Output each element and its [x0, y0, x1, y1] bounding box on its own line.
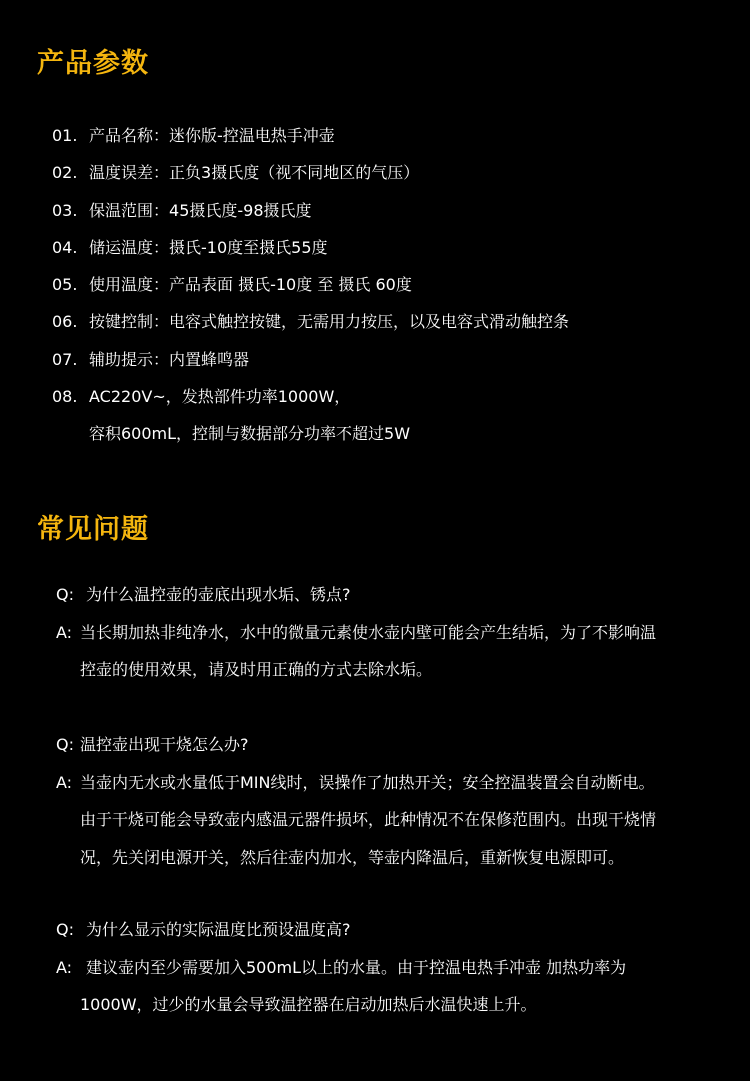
spec-item — [52, 273, 732, 310]
faq-answer-line: 由于干烧可能会导致壶内感温元器件损坏，此种情况不在保修范围内。出现干烧情 — [80, 810, 657, 829]
answer-prefix: A: — [56, 772, 73, 792]
faq-question — [56, 733, 726, 771]
answer-text: 当壶内无水或水量低于MIN线时，误操作了加热开关；安全控温装置会自动断电。 — [80, 772, 655, 792]
faq-item — [56, 918, 726, 1031]
answer-prefix: A: — [56, 957, 73, 977]
answer-prefix: A: — [56, 622, 73, 642]
faq-question — [56, 918, 726, 956]
spec-value: 产品表面 摄氏-10度 至 摄氏 60度 — [169, 275, 412, 295]
spec-value: 电容式触控按键，无需用力按压，以及电容式滑动触控条 — [169, 312, 570, 332]
spec-label: 产品名称： — [89, 126, 170, 145]
faq-answer-line — [56, 621, 726, 659]
spec-list — [52, 124, 732, 460]
spec-item — [52, 161, 732, 198]
spec-item — [52, 310, 732, 347]
spec-value: 迷你版-控温电热手冲壶 — [169, 126, 335, 145]
spec-number: 05. — [52, 275, 78, 295]
spec-number: 07. — [52, 349, 78, 369]
spec-label: 辅助提示： — [89, 349, 170, 369]
spec-number: 03. — [52, 200, 78, 220]
spec-number: 01. — [52, 126, 78, 145]
faq-answer-line — [56, 956, 726, 994]
spec-value: 45摄氏度-98摄氏度 — [169, 200, 312, 220]
spec-number: 02. — [52, 163, 78, 183]
spec-item — [52, 348, 732, 385]
question-text: 为什么显示的实际温度比预设温度高? — [86, 920, 351, 939]
specs-section-title: 产品参数 — [37, 48, 149, 79]
spec-label: 储运温度： — [89, 237, 170, 257]
spec-value: 正负3摄氏度（视不同地区的气压） — [169, 163, 420, 183]
faq-item — [56, 583, 726, 696]
spec-value: 发热部件功率1000W， — [181, 387, 351, 407]
question-prefix: Q: — [56, 735, 74, 754]
faq-question — [56, 583, 726, 621]
faq-answer-line: 1000W，过少的水量会导致温控器在启动加热后水温快速上升。 — [80, 995, 537, 1014]
faq-answer-line — [56, 771, 726, 809]
spec-item — [52, 199, 732, 236]
spec-value: 摄氏-10度至摄氏55度 — [169, 237, 328, 257]
question-prefix: Q: — [56, 920, 74, 939]
spec-label: AC220V~， — [89, 387, 182, 407]
spec-item-continuation: 容积600mL，控制与数据部分功率不超过5W — [89, 424, 411, 444]
spec-number: 08. — [52, 387, 78, 407]
spec-value: 内置蜂鸣器 — [169, 349, 250, 369]
answer-text: 建议壶内至少需要加入500mL以上的水量。由于控温电热手冲壶 加热功率为 — [86, 957, 627, 977]
spec-item — [52, 385, 732, 422]
faq-section-title: 常见问题 — [37, 514, 149, 545]
spec-item — [52, 124, 732, 161]
spec-number: 06. — [52, 312, 78, 332]
question-text: 温控壶出现干烧怎么办? — [80, 735, 249, 754]
faq-answer-line: 控壶的使用效果，请及时用正确的方式去除水垢。 — [80, 660, 433, 679]
spec-label: 使用温度： — [89, 275, 170, 295]
spec-label: 按键控制： — [89, 312, 170, 332]
question-text: 为什么温控壶的壶底出现水垢、锈点? — [86, 585, 351, 604]
faq-answer-line: 况，先关闭电源开关，然后往壶内加水，等壶内降温后，重新恢复电源即可。 — [80, 847, 625, 867]
question-prefix: Q: — [56, 585, 74, 604]
spec-item — [52, 236, 732, 273]
faq-item — [56, 733, 726, 883]
answer-text: 当长期加热非纯净水，水中的微量元素使水壶内壁可能会产生结垢，为了不影响温 — [80, 622, 657, 642]
spec-number: 04. — [52, 237, 78, 257]
spec-label: 保温范围： — [89, 200, 170, 220]
spec-label: 温度误差： — [89, 163, 170, 183]
